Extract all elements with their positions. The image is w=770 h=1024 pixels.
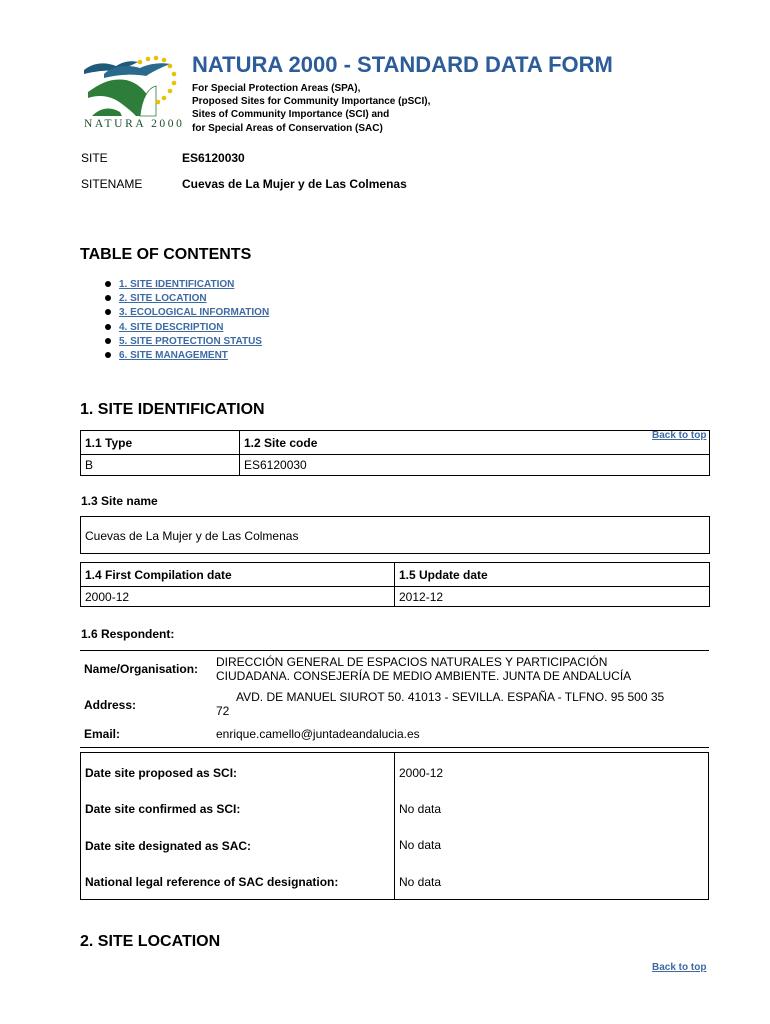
name-organisation-value — [216, 655, 631, 683]
name-line: CIUDADANA. CONSEJERÍA DE MEDIO AMBIENTE. JUNTA DE ANDALUCÍA — [216, 669, 632, 683]
date-confirmed-sci-value: No data — [399, 802, 442, 816]
date-confirmed-sci-label: Date site confirmed as SCI: — [85, 802, 241, 816]
toc-item — [105, 349, 269, 363]
toc-item — [105, 278, 269, 292]
site-code-value: ES6120030 — [240, 455, 710, 476]
name-organisation-label: Name/Organisation: — [84, 662, 199, 676]
update-date-header: 1.5 Update date — [395, 563, 710, 587]
toc-link-site-protection-status[interactable]: 5. SITE PROTECTION STATUS — [119, 335, 262, 347]
column-divider — [394, 753, 395, 899]
date-proposed-sci-label: Date site proposed as SCI: — [85, 766, 238, 780]
subtitle-line: Proposed Sites for Community Importance (pSCI), — [192, 96, 431, 108]
back-to-top-link[interactable]: Back to top — [652, 430, 707, 441]
date-proposed-sci-value: 2000-12 — [399, 766, 444, 780]
date-designated-sac-label: Date site designated as SAC: — [85, 839, 252, 853]
email-value: enrique.camello@juntadeandalucia.es — [216, 727, 420, 741]
toc-link-site-description[interactable]: 4. SITE DESCRIPTION — [119, 321, 224, 333]
toc-link-site-identification[interactable]: 1. SITE IDENTIFICATION — [119, 279, 235, 290]
address-line: AVD. DE MANUEL SIUROT 50. 41013 - SEVILLA. ESPAÑA - TLFNO. 95 500 35 — [236, 690, 665, 704]
type-value: B — [81, 455, 240, 476]
name-line: DIRECCIÓN GENERAL DE ESPACIOS NATURALES Y PARTICIPACIÓN — [216, 655, 608, 669]
logo-text: NATURA 2000 — [84, 118, 185, 130]
subtitle — [192, 82, 430, 135]
date-designated-sac-value: No data — [399, 838, 442, 852]
toc-item — [105, 321, 269, 335]
site-code-header: 1.2 Site code — [240, 431, 710, 455]
section-2-heading: 2. SITE LOCATION — [80, 933, 221, 950]
site-label: SITE — [81, 151, 108, 165]
subtitle-line: for Special Areas of Conservation (SAC) — [192, 122, 383, 134]
site-name-value: Cuevas de La Mujer y de Las Colmenas — [85, 529, 299, 543]
email-label: Email: — [84, 727, 121, 741]
first-compilation-value: 2000-12 — [81, 587, 395, 607]
section-1-heading: 1. SITE IDENTIFICATION — [80, 401, 265, 418]
legal-reference-sac-label: National legal reference of SAC designation: — [85, 875, 339, 889]
back-to-top-link[interactable]: Back to top — [652, 962, 707, 973]
toc-item — [105, 306, 269, 320]
toc-heading: TABLE OF CONTENTS — [80, 246, 252, 263]
respondent-label: 1.6 Respondent: — [81, 627, 175, 641]
type-code-table — [80, 430, 710, 476]
toc-link-ecological-information[interactable]: 3. ECOLOGICAL INFORMATION — [119, 307, 270, 319]
address-value — [216, 690, 706, 718]
type-header: 1.1 Type — [81, 431, 240, 455]
respondent-block — [80, 650, 709, 748]
site-name-box — [80, 516, 710, 554]
subtitle-line: For Special Protection Areas (SPA), — [192, 83, 361, 94]
toc-list — [105, 278, 269, 363]
legal-reference-sac-value: No data — [399, 875, 442, 889]
first-compilation-header: 1.4 First Compilation date — [81, 563, 395, 587]
sci-dates-block — [80, 752, 709, 900]
subtitle-line: Sites of Community Importance (SCI) and — [192, 109, 390, 121]
dates-compilation-table — [80, 562, 710, 607]
site-value: ES6120030 — [182, 151, 245, 165]
toc-item — [105, 292, 269, 306]
site-name-label: 1.3 Site name — [81, 494, 158, 508]
address-label: Address: — [84, 698, 137, 712]
page-title: NATURA 2000 - STANDARD DATA FORM — [192, 52, 613, 77]
sitename-label: SITENAME — [81, 177, 143, 191]
update-date-value: 2012-12 — [395, 587, 710, 607]
natura-logo-icon — [82, 52, 184, 118]
toc-link-site-management[interactable]: 6. SITE MANAGEMENT — [119, 349, 228, 361]
sitename-value: Cuevas de La Mujer y de Las Colmenas — [182, 177, 407, 191]
toc-item — [105, 335, 269, 349]
address-line: 72 — [216, 704, 230, 718]
toc-link-site-location[interactable]: 2. SITE LOCATION — [119, 293, 207, 305]
